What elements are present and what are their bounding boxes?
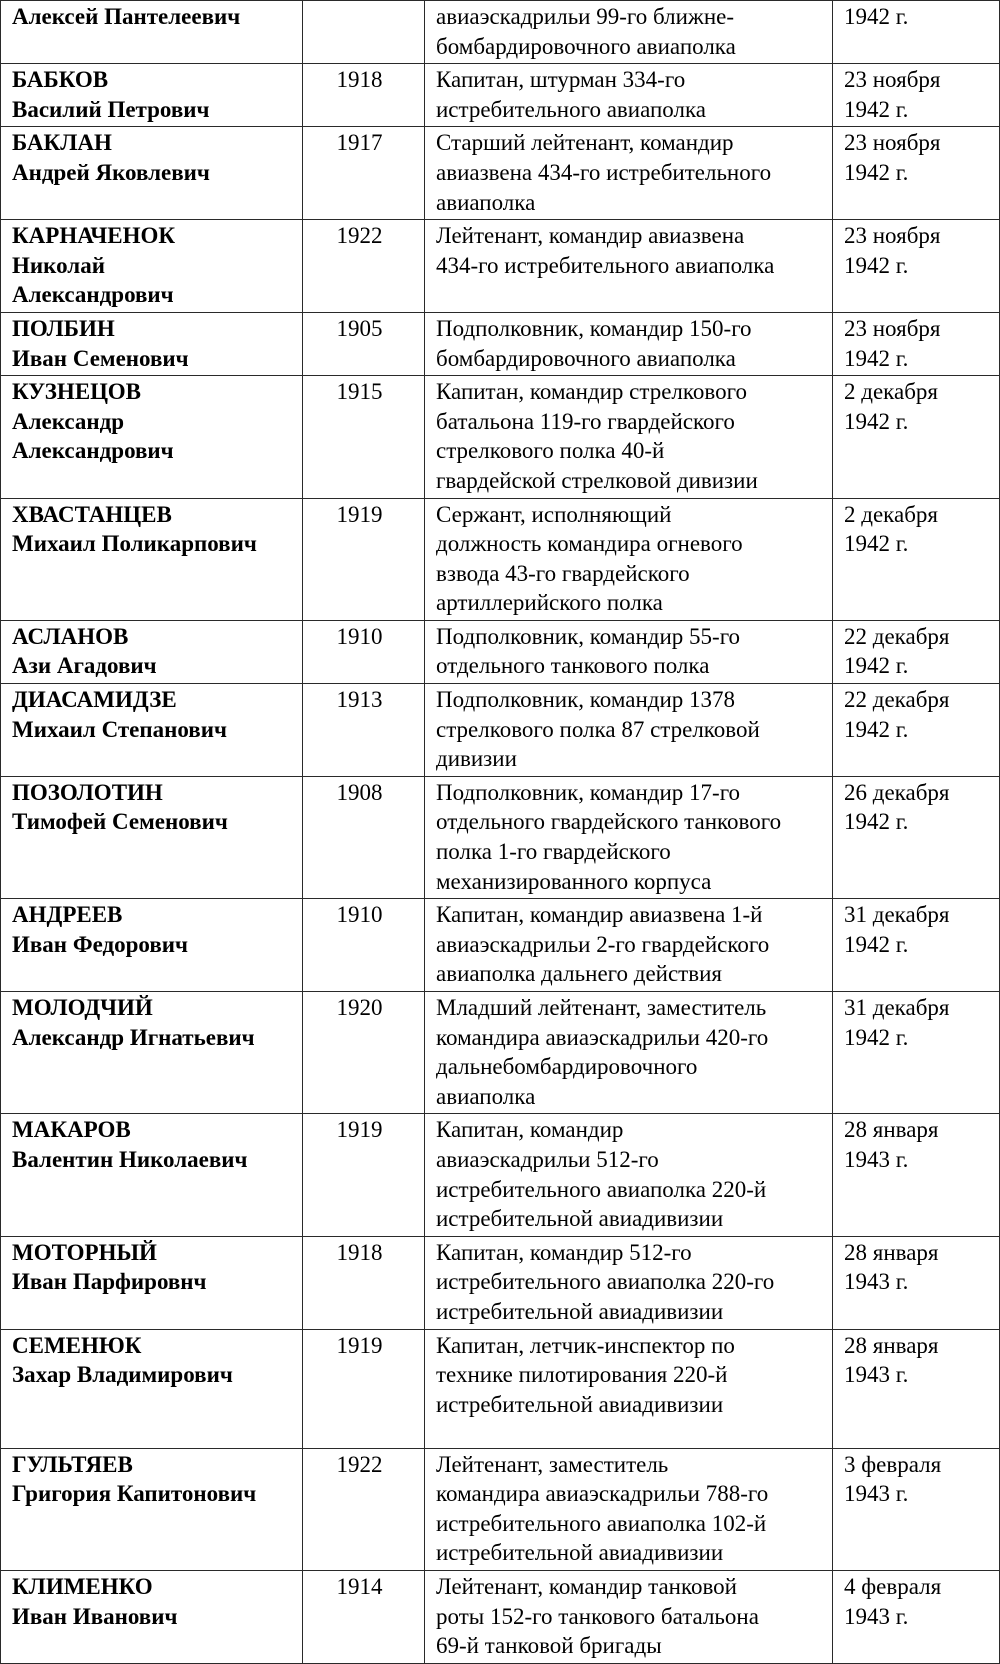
name-cell: ДИАСАМИДЗЕ Михаил Степанович [1, 684, 303, 777]
award-date-cell: 2 декабря 1942 г. [833, 498, 1000, 620]
name-cell: Алексей Пантелеевич [1, 1, 303, 64]
rank-position-cell: авиаэскадрильи 99-го ближне- бомбардировочного авиаполка [425, 1, 833, 64]
rank-position-cell: Капитан, командир стрелкового батальона 119-го гвардейского стрелкового полка 40-й гвардейской стрелковой дивизии [425, 376, 833, 498]
award-date-cell: 23 ноября 1942 г. [833, 312, 1000, 375]
award-date-cell: 23 ноября 1942 г. [833, 127, 1000, 220]
birth-year-cell: 1910 [303, 899, 425, 992]
name-cell: ХВАСТАНЦЕВ Михаил Поликарпович [1, 498, 303, 620]
table-row [1, 220, 1000, 313]
birth-year-cell [303, 1, 425, 64]
rank-position-cell: Подполковник, командир 17-го отдельного гвардейского танкового полка 1-го гвардейского механизированного корпуса [425, 776, 833, 898]
birth-year-cell: 1917 [303, 127, 425, 220]
rank-position-cell: Подполковник, командир 1378 стрелкового полка 87 стрелковой дивизии [425, 684, 833, 777]
award-date-cell: 28 января 1943 г. [833, 1329, 1000, 1448]
award-date-cell: 23 ноября 1942 г. [833, 64, 1000, 127]
award-date-cell: 28 января 1943 г. [833, 1236, 1000, 1329]
table-row [1, 776, 1000, 898]
name-cell: АСЛАНОВ Ази Агадович [1, 620, 303, 683]
table-row [1, 899, 1000, 992]
table-row [1, 992, 1000, 1114]
rank-position-cell: Капитан, штурман 334-го истребительного авиаполка [425, 64, 833, 127]
table-row [1, 684, 1000, 777]
birth-year-cell: 1918 [303, 64, 425, 127]
award-date-cell: 22 декабря 1942 г. [833, 620, 1000, 683]
rank-position-cell: Капитан, командир авиаэскадрильи 512-го истребительного авиаполка 220-й истребительной авиадивизии [425, 1114, 833, 1236]
rank-position-cell: Старший лейтенант, командир авиазвена 434-го истребительного авиаполка [425, 127, 833, 220]
award-date-cell: 23 ноября 1942 г. [833, 220, 1000, 313]
name-cell: БАКЛАН Андрей Яковлевич [1, 127, 303, 220]
award-date-cell: 3 февраля 1943 г. [833, 1448, 1000, 1570]
table-row [1, 1, 1000, 64]
name-cell: БАБКОВ Василий Петрович [1, 64, 303, 127]
birth-year-cell: 1910 [303, 620, 425, 683]
table-row [1, 1329, 1000, 1448]
birth-year-cell: 1919 [303, 1114, 425, 1236]
birth-year-cell: 1908 [303, 776, 425, 898]
name-cell: МОЛОДЧИЙ Александр Игнатьевич [1, 992, 303, 1114]
name-cell: ПОЛБИН Иван Семенович [1, 312, 303, 375]
birth-year-cell: 1920 [303, 992, 425, 1114]
name-cell: МАКАРОВ Валентин Николаевич [1, 1114, 303, 1236]
rank-position-cell: Подполковник, командир 150-го бомбардировочного авиаполка [425, 312, 833, 375]
rank-position-cell: Лейтенант, заместитель командира авиаэскадрильи 788-го истребительного авиаполка 102-й истребительной авиадивизии [425, 1448, 833, 1570]
rank-position-cell: Капитан, командир авиазвена 1-й авиаэскадрильи 2-го гвардейского авиаполка дальнего действия [425, 899, 833, 992]
rank-position-cell: Капитан, летчик-инспектор по технике пилотирования 220-й истребительной авиадивизии [425, 1329, 833, 1448]
rank-position-cell: Лейтенант, командир танковой роты 152-го танкового батальона 69-й танковой бригады [425, 1570, 833, 1663]
name-cell: ПОЗОЛОТИН Тимофей Семенович [1, 776, 303, 898]
birth-year-cell: 1918 [303, 1236, 425, 1329]
name-cell: КУЗНЕЦОВ Александр Александрович [1, 376, 303, 498]
rank-position-cell: Лейтенант, командир авиазвена 434-го истребительного авиаполка [425, 220, 833, 313]
name-cell: КАРНАЧЕНОК Николай Александрович [1, 220, 303, 313]
rank-position-cell: Подполковник, командир 55-го отдельного танкового полка [425, 620, 833, 683]
table-row [1, 1236, 1000, 1329]
table-row [1, 1448, 1000, 1570]
award-date-cell: 31 декабря 1942 г. [833, 992, 1000, 1114]
birth-year-cell: 1922 [303, 1448, 425, 1570]
name-cell: КЛИМЕНКО Иван Иванович [1, 1570, 303, 1663]
name-cell: АНДРЕЕВ Иван Федорович [1, 899, 303, 992]
award-date-cell: 2 декабря 1942 г. [833, 376, 1000, 498]
award-date-cell: 26 декабря 1942 г. [833, 776, 1000, 898]
table-row [1, 1570, 1000, 1663]
award-date-cell: 4 февраля 1943 г. [833, 1570, 1000, 1663]
award-date-cell: 28 января 1943 г. [833, 1114, 1000, 1236]
name-cell: СЕМЕНЮК Захар Владимирович [1, 1329, 303, 1448]
birth-year-cell: 1915 [303, 376, 425, 498]
birth-year-cell: 1905 [303, 312, 425, 375]
award-date-cell: 22 декабря 1942 г. [833, 684, 1000, 777]
table-row [1, 498, 1000, 620]
rank-position-cell: Капитан, командир 512-го истребительного авиаполка 220-го истребительной авиадивизии [425, 1236, 833, 1329]
birth-year-cell: 1922 [303, 220, 425, 313]
awardees-table-body [1, 1, 1000, 1664]
award-date-cell: 1942 г. [833, 1, 1000, 64]
table-row [1, 376, 1000, 498]
birth-year-cell: 1919 [303, 498, 425, 620]
table-row [1, 64, 1000, 127]
table-row [1, 312, 1000, 375]
table-row [1, 620, 1000, 683]
name-cell: ГУЛЬТЯЕВ Григория Капитонович [1, 1448, 303, 1570]
table-row [1, 127, 1000, 220]
birth-year-cell: 1919 [303, 1329, 425, 1448]
rank-position-cell: Младший лейтенант, заместитель командира авиаэскадрильи 420-го дальнебомбардировочного авиаполка [425, 992, 833, 1114]
name-cell: МОТОРНЫЙ Иван Парфировнч [1, 1236, 303, 1329]
award-date-cell: 31 декабря 1942 г. [833, 899, 1000, 992]
table-row [1, 1114, 1000, 1236]
birth-year-cell: 1914 [303, 1570, 425, 1663]
birth-year-cell: 1913 [303, 684, 425, 777]
rank-position-cell: Сержант, исполняющий должность командира огневого взвода 43-го гвардейского артиллерийского полка [425, 498, 833, 620]
